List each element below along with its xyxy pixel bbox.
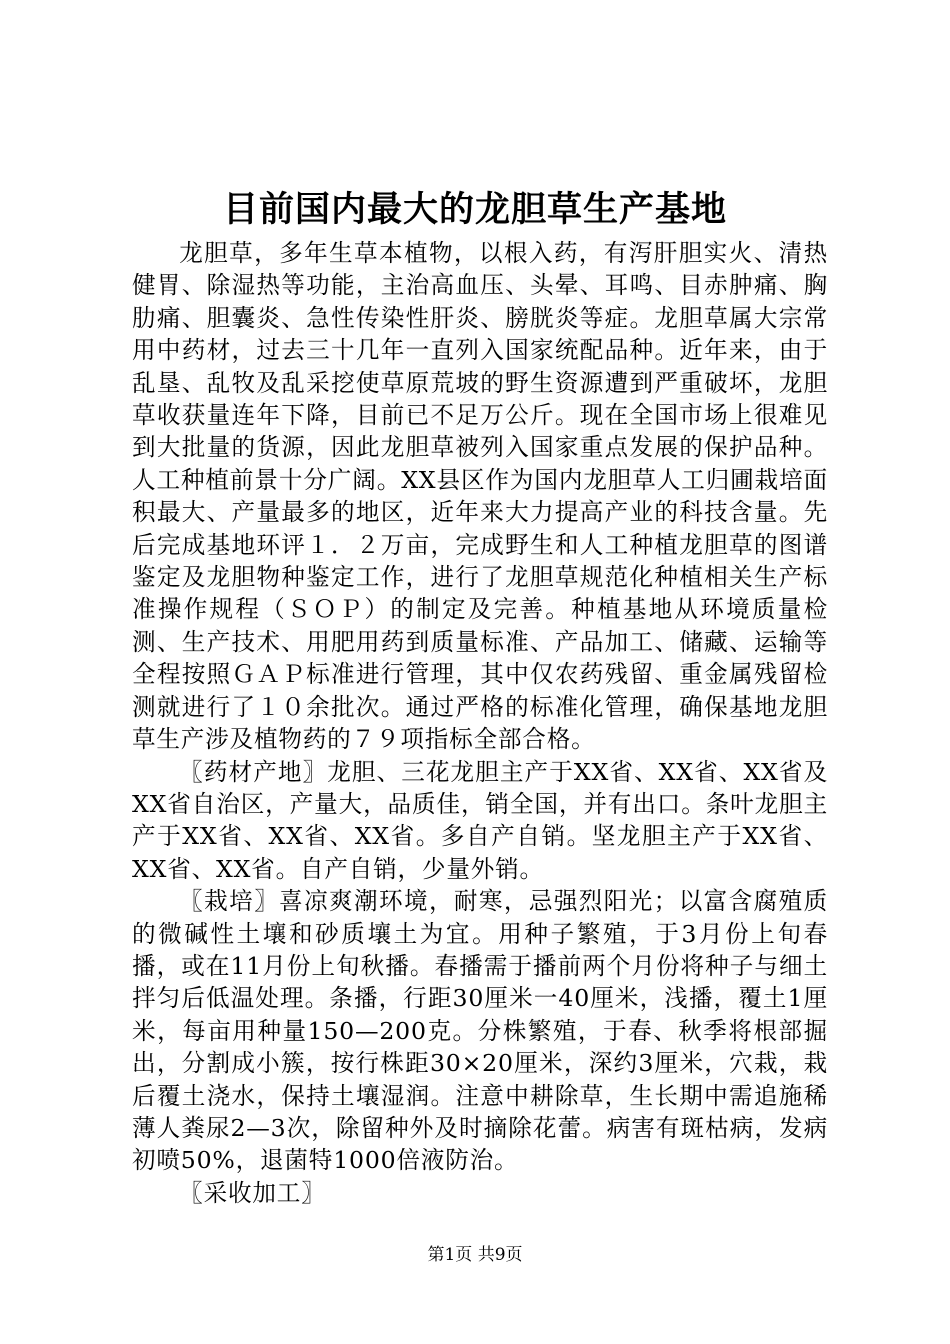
page-footer: 第1页 共9页 bbox=[427, 1245, 523, 1265]
document-body bbox=[132, 237, 828, 1209]
paragraph-harvest-heading: 〖采收加工〗 bbox=[179, 1178, 326, 1207]
document-title: 目前国内最大的龙胆草生产基地 bbox=[222, 189, 727, 230]
paragraph-cultivation: 〖栽培〗喜凉爽潮环境，耐寒，忌强烈阳光；以富含腐殖质的微碱性土壤和砂质壤土为宜。用种子繁殖，于3月份上旬春播，或在11月份上旬秋播。春播需于播前两个月份将种子与细土拌匀后低温处理。条播，行距30厘米一40厘米，浅播，覆土1厘米，每亩用种量150—200克。分株繁殖，于春、秋季将根部掘出，分割成小簇，按行株距30×20厘米，深约3厘米，穴栽，栽后覆土浇水，保持土壤湿润。注意中耕除草，生长期中需追施稀薄人粪尿2—3次，除留种外及时摘除花蕾。病害有斑枯病，发病初喷50%，退菌特1000倍液防治。 bbox=[132, 887, 828, 1175]
paragraph-origin: 〖药材产地〗龙胆、三花龙胆主产于XX省、XX省、XX省及XX省自治区，产量大，品质佳，销全国，并有出口。条叶龙胆主产于XX省、XX省、XX省。多自产自销。坚龙胆主产于XX省、XX省、XX省。自产自销，少量外销。 bbox=[132, 757, 828, 883]
paragraph-intro: 龙胆草，多年生草本植物，以根入药，有泻肝胆实火、清热健胃、除湿热等功能，主治高血压、头晕、耳鸣、目赤肿痛、胸肋痛、胆囊炎、急性传染性肝炎、膀胱炎等症。龙胆草属大宗常用中药材，过去三十几年一直列入国家统配品种。近年来，由于乱垦、乱牧及乱采挖使草原荒坡的野生资源遭到严重破坏，龙胆草收获量连年下降，目前已不足万公斤。现在全国市场上很难见到大批量的货源，因此龙胆草被列入国家重点发展的保护品种。人工种植前景十分广阔。XX县区作为国内龙胆草人工归圃栽培面积最大、产量最多的地区，近年来大力提高产业的科技含量。先后完成基地环评１．２万亩，完成野生和人工种植龙胆草的图谱鉴定及龙胆物种鉴定工作，进行了龙胆草规范化种植相关生产标准操作规程（ＳＯＰ）的制定及完善。种植基地从环境质量检测、生产技术、用肥用药到质量标准、产品加工、储藏、运输等全程按照ＧＡＰ标准进行管理，其中仅农药残留、重金属残留检测就进行了１０余批次。通过严格的标准化管理，确保基地龙胆草生产涉及植物药的７９项指标全部合格。 bbox=[132, 239, 828, 754]
